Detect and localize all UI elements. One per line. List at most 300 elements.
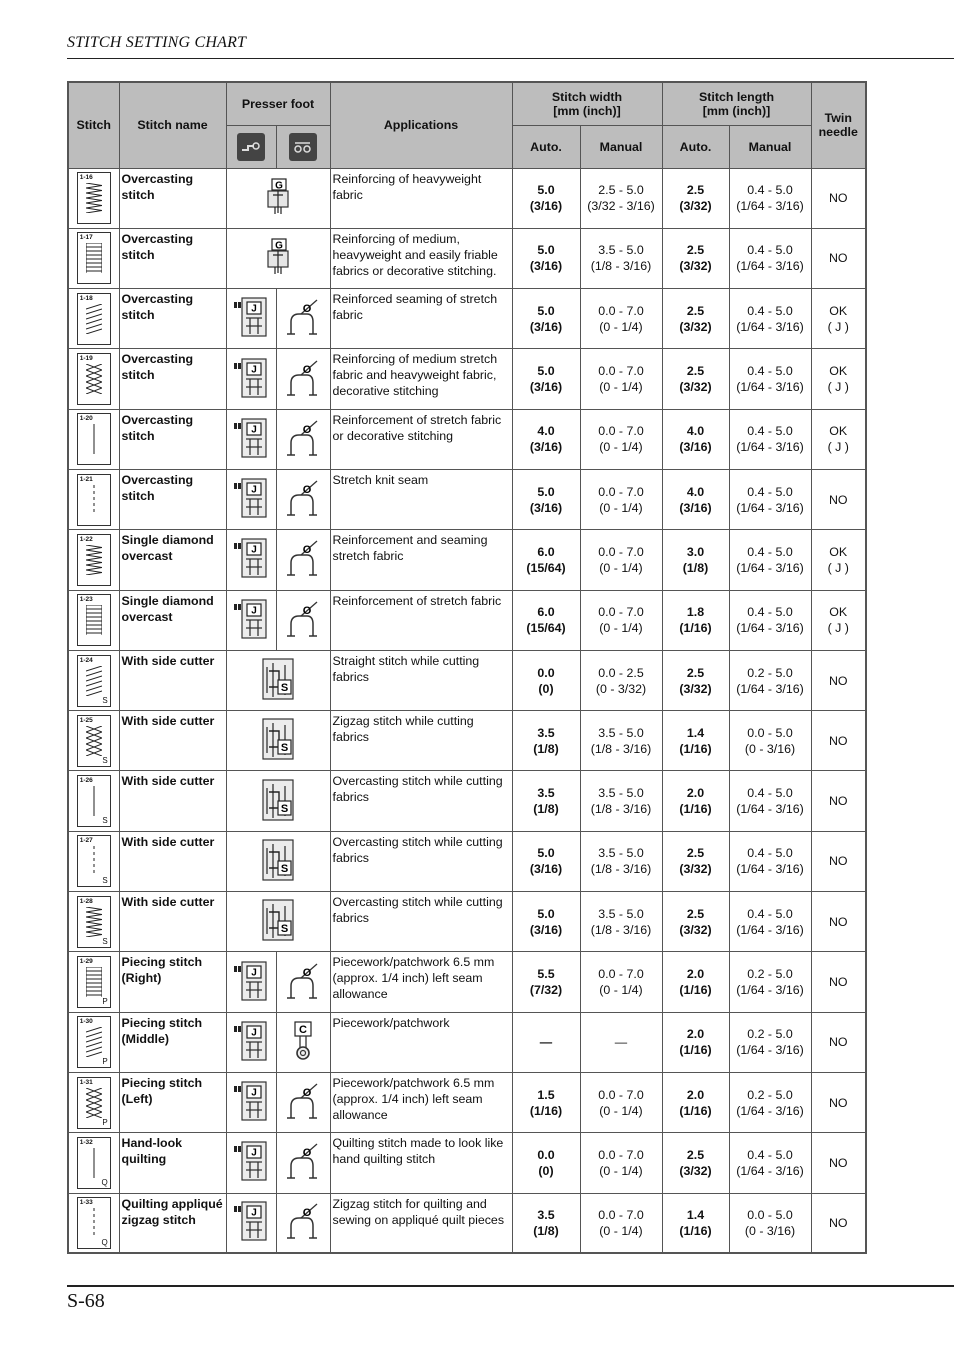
twin-needle: NO: [811, 1012, 866, 1072]
presser-foot-j-icon: [232, 1140, 270, 1182]
stitch-thumbnail: 1-19: [77, 353, 111, 405]
presser-foot-j-icon: [232, 296, 270, 338]
table-row: [68, 469, 866, 529]
stitch-cell: [68, 892, 119, 952]
svg-text:C: C: [299, 1023, 307, 1036]
stitch-pattern-icon: [86, 424, 102, 454]
length-auto: 2.0 (1/16): [662, 771, 729, 831]
width-auto: 4.0 (3/16): [512, 409, 580, 469]
presser-foot-j-icon: [232, 1020, 270, 1062]
presser-foot-cell: [226, 1012, 276, 1072]
presser-foot-cell: [276, 1193, 330, 1253]
length-manual: 0.0 - 5.0 (0 - 3/16): [729, 711, 811, 771]
width-manual: 0.0 - 7.0 (0 - 1/4): [580, 1072, 662, 1132]
width-auto: —: [512, 1012, 580, 1072]
foot-icon-header-1: [226, 125, 276, 168]
stitch-thumbnail: 1-25 S: [77, 715, 111, 767]
twin-needle: NO: [811, 1193, 866, 1253]
table-row: [68, 831, 866, 891]
presser-foot-g-icon: [263, 237, 293, 277]
width-manual: 3.5 - 5.0 (1/8 - 3/16): [580, 892, 662, 952]
application-text: Overcasting stitch while cutting fabrics: [330, 771, 512, 831]
length-auto: 4.0 (3/16): [662, 409, 729, 469]
width-manual: 0.0 - 7.0 (0 - 1/4): [580, 1133, 662, 1193]
stitch-name: Piecing stitch (Left): [119, 1072, 226, 1132]
application-text: Piecework/patchwork: [330, 1012, 512, 1072]
presser-foot-o-icon: [283, 598, 323, 640]
length-auto: 2.0 (1/16): [662, 1012, 729, 1072]
stitch-name: With side cutter: [119, 650, 226, 710]
svg-text:J: J: [251, 364, 257, 376]
table-row: [68, 289, 866, 349]
length-manual: 0.4 - 5.0 (1/64 - 3/16): [729, 168, 811, 228]
header-rule: [67, 58, 954, 59]
svg-text:S: S: [280, 742, 289, 755]
svg-text:O: O: [302, 966, 312, 979]
presser-foot-cell: [226, 590, 276, 650]
application-text: Reinforcement of stretch fabric: [330, 590, 512, 650]
twin-needle: NO: [811, 469, 866, 529]
stitch-name: With side cutter: [119, 892, 226, 952]
col-header-length-auto: Auto.: [662, 125, 729, 168]
length-auto: 3.0 (1/8): [662, 530, 729, 590]
svg-text:O: O: [302, 484, 312, 497]
twin-needle: OK ( J ): [811, 590, 866, 650]
stitch-name: Piecing stitch (Right): [119, 952, 226, 1012]
width-manual: 3.5 - 5.0 (1/8 - 3/16): [580, 771, 662, 831]
presser-foot-j-icon: [232, 960, 270, 1002]
stitch-name: Quilting appliqué zigzag stitch: [119, 1193, 226, 1253]
length-auto: 2.5 (3/32): [662, 650, 729, 710]
stitch-thumbnail: 1-33 Q: [77, 1197, 111, 1249]
presser-foot-cell: [226, 289, 276, 349]
presser-foot-j-icon: [232, 477, 270, 519]
width-manual: 2.5 - 5.0 (3/32 - 3/16): [580, 168, 662, 228]
presser-foot-cell: [226, 771, 330, 831]
svg-text:J: J: [251, 967, 257, 978]
foot-unit-icon: [237, 133, 265, 161]
stitch-name: With side cutter: [119, 771, 226, 831]
presser-foot-o-icon: [283, 417, 323, 459]
width-manual: 0.0 - 2.5 (0 - 3/32): [580, 650, 662, 710]
application-text: Reinforcement and seaming stretch fabric: [330, 530, 512, 590]
svg-text:J: J: [251, 484, 257, 496]
stitch-thumbnail: 1-21: [77, 474, 111, 526]
stitch-thumbnail: 1-31 P: [77, 1077, 111, 1129]
twin-needle: NO: [811, 831, 866, 891]
col-header-width-auto: Auto.: [512, 125, 580, 168]
presser-foot-s-icon: [257, 898, 299, 942]
twin-needle: OK ( J ): [811, 530, 866, 590]
page-number: S-68: [67, 1290, 105, 1312]
stitch-thumbnail: 1-18: [77, 293, 111, 345]
width-auto: 0.0 (0): [512, 650, 580, 710]
length-auto: 2.5 (3/32): [662, 289, 729, 349]
presser-foot-cell: [276, 469, 330, 529]
svg-text:G: G: [275, 180, 283, 192]
svg-text:S: S: [280, 802, 289, 815]
table-row: [68, 1133, 866, 1193]
application-text: Quilting stitch made to look like hand quilting stitch: [330, 1133, 512, 1193]
length-manual: 0.4 - 5.0 (1/64 - 3/16): [729, 831, 811, 891]
presser-foot-cell: [276, 1012, 330, 1072]
svg-text:O: O: [302, 1147, 312, 1160]
length-auto: 2.0 (1/16): [662, 952, 729, 1012]
presser-foot-cell: [226, 1193, 276, 1253]
twin-needle: NO: [811, 650, 866, 710]
width-manual: 0.0 - 7.0 (0 - 1/4): [580, 469, 662, 529]
stitch-pattern-icon: [86, 364, 102, 394]
application-text: Reinforced seaming of stretch fabric: [330, 289, 512, 349]
stitch-thumbnail: 1-29 P: [77, 956, 111, 1008]
presser-foot-o-icon: [283, 1200, 323, 1242]
col-header-presser-foot: Presser foot: [226, 82, 330, 125]
stitch-pattern-icon: [86, 1208, 102, 1238]
width-manual: —: [580, 1012, 662, 1072]
presser-foot-c-icon: [289, 1020, 317, 1062]
presser-foot-o-icon: [283, 296, 323, 338]
col-header-stitch-length: Stitch length [mm (inch)]: [662, 82, 811, 125]
presser-foot-j-icon: [232, 1080, 270, 1122]
twin-needle: NO: [811, 952, 866, 1012]
stitch-cell: [68, 228, 119, 288]
width-auto: 0.0 (0): [512, 1133, 580, 1193]
presser-foot-cell: [226, 831, 330, 891]
table-row: [68, 711, 866, 771]
stitch-thumbnail: 1-20: [77, 413, 111, 465]
length-auto: 2.0 (1/16): [662, 1072, 729, 1132]
table-row: [68, 228, 866, 288]
presser-foot-s-icon: [257, 657, 299, 701]
width-manual: 0.0 - 7.0 (0 - 1/4): [580, 289, 662, 349]
length-auto: 2.5 (3/32): [662, 831, 729, 891]
twin-needle: NO: [811, 711, 866, 771]
stitch-cell: [68, 650, 119, 710]
length-auto: 2.5 (3/32): [662, 1133, 729, 1193]
svg-text:S: S: [280, 923, 289, 936]
width-auto: 5.0 (3/16): [512, 892, 580, 952]
col-header-stitch-name: Stitch name: [119, 82, 226, 168]
stitch-name: Overcasting stitch: [119, 168, 226, 228]
stitch-pattern-icon: [86, 304, 102, 334]
presser-foot-o-icon: [283, 537, 323, 579]
col-header-length-manual: Manual: [729, 125, 811, 168]
col-header-twin-needle: Twin needle: [811, 82, 866, 168]
stitch-name: Overcasting stitch: [119, 409, 226, 469]
stitch-pattern-icon: [86, 243, 102, 273]
length-manual: 0.4 - 5.0 (1/64 - 3/16): [729, 228, 811, 288]
stitch-setting-table: [67, 81, 867, 1254]
foot-dual-icon: [289, 133, 317, 161]
svg-text:O: O: [302, 1207, 312, 1220]
col-header-stitch: Stitch: [68, 82, 119, 168]
stitch-cell: [68, 1012, 119, 1072]
application-text: Zigzag stitch for quilting and sewing on appliqué quilt pieces: [330, 1193, 512, 1253]
presser-foot-cell: [226, 1133, 276, 1193]
table-row: [68, 1193, 866, 1253]
presser-foot-o-icon: [283, 357, 323, 399]
width-auto: 3.5 (1/8): [512, 711, 580, 771]
stitch-thumbnail: 1-22: [77, 534, 111, 586]
width-manual: 3.5 - 5.0 (1/8 - 3/16): [580, 831, 662, 891]
svg-text:S: S: [280, 862, 289, 875]
application-text: Piecework/patchwork 6.5 mm (approx. 1/4 inch) left seam allowance: [330, 952, 512, 1012]
stitch-name: Piecing stitch (Middle): [119, 1012, 226, 1072]
stitch-thumbnail: 1-24 S: [77, 655, 111, 707]
presser-foot-o-icon: [283, 1140, 323, 1182]
presser-foot-cell: [226, 1072, 276, 1132]
stitch-pattern-icon: [86, 1088, 102, 1118]
table-row: [68, 952, 866, 1012]
twin-needle: OK ( J ): [811, 409, 866, 469]
stitch-name: Overcasting stitch: [119, 469, 226, 529]
stitch-cell: [68, 711, 119, 771]
stitch-thumbnail: 1-26 S: [77, 775, 111, 827]
stitch-thumbnail: 1-32 Q: [77, 1137, 111, 1189]
width-manual: 0.0 - 7.0 (0 - 1/4): [580, 590, 662, 650]
stitch-thumbnail: 1-23: [77, 594, 111, 646]
svg-text:S: S: [280, 682, 289, 695]
svg-text:O: O: [302, 544, 312, 557]
stitch-thumbnail: 1-16: [77, 172, 111, 224]
table-row: [68, 168, 866, 228]
width-auto: 1.5 (1/16): [512, 1072, 580, 1132]
stitch-cell: [68, 1133, 119, 1193]
presser-foot-o-icon: [283, 477, 323, 519]
width-auto: 5.0 (3/16): [512, 289, 580, 349]
presser-foot-j-icon: [232, 357, 270, 399]
stitch-pattern-icon: [86, 846, 102, 876]
twin-needle: NO: [811, 1133, 866, 1193]
length-manual: 0.2 - 5.0 (1/64 - 3/16): [729, 1012, 811, 1072]
twin-needle: NO: [811, 771, 866, 831]
length-manual: 0.4 - 5.0 (1/64 - 3/16): [729, 530, 811, 590]
twin-needle: OK ( J ): [811, 349, 866, 409]
svg-text:J: J: [251, 1147, 257, 1159]
stitch-pattern-icon: [86, 666, 102, 696]
length-manual: 0.4 - 5.0 (1/64 - 3/16): [729, 409, 811, 469]
stitch-cell: [68, 409, 119, 469]
stitch-pattern-icon: [86, 183, 102, 213]
presser-foot-cell: [226, 711, 330, 771]
footer-rule: [67, 1285, 954, 1287]
width-auto: 5.0 (3/16): [512, 831, 580, 891]
stitch-pattern-icon: [86, 605, 102, 635]
presser-foot-cell: [276, 530, 330, 590]
stitch-cell: [68, 831, 119, 891]
presser-foot-cell: [276, 1133, 330, 1193]
stitch-pattern-icon: [86, 786, 102, 816]
width-manual: 3.5 - 5.0 (1/8 - 3/16): [580, 711, 662, 771]
application-text: Reinforcing of medium, heavyweight and easily friable fabrics or decorative stitching.: [330, 228, 512, 288]
col-header-applications: Applications: [330, 82, 512, 168]
svg-text:J: J: [251, 544, 257, 556]
presser-foot-j-icon: [232, 1200, 270, 1242]
twin-needle: NO: [811, 168, 866, 228]
width-auto: 5.0 (3/16): [512, 469, 580, 529]
stitch-thumbnail: 1-30 P: [77, 1016, 111, 1068]
stitch-thumbnail: 1-28 S: [77, 896, 111, 948]
svg-text:J: J: [251, 1087, 257, 1099]
length-auto: 1.8 (1/16): [662, 590, 729, 650]
width-auto: 6.0 (15/64): [512, 530, 580, 590]
length-manual: 0.2 - 5.0 (1/64 - 3/16): [729, 1072, 811, 1132]
section-title: STITCH SETTING CHART: [67, 34, 247, 51]
table-row: [68, 892, 866, 952]
presser-foot-cell: [276, 409, 330, 469]
presser-foot-cell: [226, 892, 330, 952]
stitch-name: With side cutter: [119, 711, 226, 771]
col-header-width-manual: Manual: [580, 125, 662, 168]
length-manual: 0.2 - 5.0 (1/64 - 3/16): [729, 952, 811, 1012]
length-auto: 2.5 (3/32): [662, 168, 729, 228]
stitch-name: Overcasting stitch: [119, 228, 226, 288]
stitch-cell: [68, 289, 119, 349]
width-auto: 5.0 (3/16): [512, 349, 580, 409]
stitch-pattern-icon: [86, 726, 102, 756]
stitch-name: Overcasting stitch: [119, 289, 226, 349]
length-manual: 0.4 - 5.0 (1/64 - 3/16): [729, 892, 811, 952]
length-manual: 0.0 - 5.0 (0 - 3/16): [729, 1193, 811, 1253]
width-auto: 5.0 (3/16): [512, 228, 580, 288]
application-text: Stretch knit seam: [330, 469, 512, 529]
stitch-name: Hand-look quilting: [119, 1133, 226, 1193]
stitch-pattern-icon: [86, 1027, 102, 1057]
length-auto: 1.4 (1/16): [662, 1193, 729, 1253]
svg-text:J: J: [251, 1207, 257, 1219]
svg-text:O: O: [302, 303, 312, 316]
svg-text:J: J: [251, 303, 257, 315]
table-row: [68, 409, 866, 469]
stitch-cell: [68, 469, 119, 529]
stitch-pattern-icon: [86, 1148, 102, 1178]
presser-foot-cell: [276, 952, 330, 1012]
presser-foot-s-icon: [257, 838, 299, 882]
svg-text:O: O: [302, 604, 312, 617]
length-manual: 0.4 - 5.0 (1/64 - 3/16): [729, 590, 811, 650]
length-manual: 0.4 - 5.0 (1/64 - 3/16): [729, 771, 811, 831]
presser-foot-cell: [276, 289, 330, 349]
svg-text:J: J: [251, 1027, 257, 1039]
presser-foot-cell: [226, 409, 276, 469]
application-text: Zigzag stitch while cutting fabrics: [330, 711, 512, 771]
width-manual: 0.0 - 7.0 (0 - 1/4): [580, 1193, 662, 1253]
stitch-pattern-icon: [86, 545, 102, 575]
table-row: [68, 530, 866, 590]
svg-text:O: O: [302, 363, 312, 376]
svg-text:O: O: [302, 1087, 312, 1100]
length-auto: 4.0 (3/16): [662, 469, 729, 529]
presser-foot-j-icon: [232, 417, 270, 459]
table-row: [68, 771, 866, 831]
stitch-thumbnail: 1-17: [77, 232, 111, 284]
stitch-cell: [68, 590, 119, 650]
table-row: [68, 349, 866, 409]
table-row: [68, 1012, 866, 1072]
twin-needle: OK ( J ): [811, 289, 866, 349]
twin-needle: NO: [811, 228, 866, 288]
width-auto: 6.0 (15/64): [512, 590, 580, 650]
width-manual: 0.0 - 7.0 (0 - 1/4): [580, 530, 662, 590]
length-auto: 2.5 (3/32): [662, 349, 729, 409]
table-row: [68, 590, 866, 650]
stitch-cell: [68, 530, 119, 590]
application-text: Overcasting stitch while cutting fabrics: [330, 892, 512, 952]
presser-foot-o-icon: [283, 960, 323, 1002]
stitch-name: Single diamond overcast: [119, 590, 226, 650]
presser-foot-s-icon: [257, 717, 299, 761]
width-auto: 5.0 (3/16): [512, 168, 580, 228]
length-auto: 2.5 (3/32): [662, 228, 729, 288]
length-manual: 0.4 - 5.0 (1/64 - 3/16): [729, 469, 811, 529]
presser-foot-cell: [226, 650, 330, 710]
stitch-cell: [68, 349, 119, 409]
presser-foot-cell: [226, 952, 276, 1012]
stitch-name: Single diamond overcast: [119, 530, 226, 590]
stitch-cell: [68, 1193, 119, 1253]
table-row: [68, 650, 866, 710]
width-manual: 0.0 - 7.0 (0 - 1/4): [580, 409, 662, 469]
application-text: Reinforcing of heavyweight fabric: [330, 168, 512, 228]
width-auto: 3.5 (1/8): [512, 771, 580, 831]
presser-foot-cell: [226, 349, 276, 409]
application-text: Straight stitch while cutting fabrics: [330, 650, 512, 710]
width-auto: 5.5 (7/32): [512, 952, 580, 1012]
stitch-name: Overcasting stitch: [119, 349, 226, 409]
svg-text:O: O: [302, 423, 312, 436]
presser-foot-j-icon: [232, 537, 270, 579]
stitch-cell: [68, 1072, 119, 1132]
presser-foot-cell: [276, 1072, 330, 1132]
svg-text:G: G: [275, 240, 283, 252]
presser-foot-j-icon: [232, 598, 270, 640]
foot-icon-header-2: [276, 125, 330, 168]
stitch-cell: [68, 168, 119, 228]
twin-needle: NO: [811, 892, 866, 952]
length-auto: 1.4 (1/16): [662, 711, 729, 771]
presser-foot-cell: [276, 349, 330, 409]
presser-foot-cell: [226, 228, 330, 288]
width-auto: 3.5 (1/8): [512, 1193, 580, 1253]
twin-needle: NO: [811, 1072, 866, 1132]
width-manual: 0.0 - 7.0 (0 - 1/4): [580, 952, 662, 1012]
presser-foot-o-icon: [283, 1080, 323, 1122]
length-auto: 2.5 (3/32): [662, 892, 729, 952]
col-header-stitch-width: Stitch width [mm (inch)]: [512, 82, 662, 125]
presser-foot-cell: [226, 530, 276, 590]
width-manual: 0.0 - 7.0 (0 - 1/4): [580, 349, 662, 409]
presser-foot-cell: [226, 168, 330, 228]
length-manual: 0.4 - 5.0 (1/64 - 3/16): [729, 289, 811, 349]
application-text: Piecework/patchwork 6.5 mm (approx. 1/4 inch) left seam allowance: [330, 1072, 512, 1132]
stitch-cell: [68, 771, 119, 831]
stitch-name: With side cutter: [119, 831, 226, 891]
application-text: Reinforcing of medium stretch fabric and heavyweight fabric, decorative stitching: [330, 349, 512, 409]
svg-text:J: J: [251, 605, 257, 617]
stitch-pattern-icon: [86, 967, 102, 997]
stitch-cell: [68, 952, 119, 1012]
presser-foot-s-icon: [257, 778, 299, 822]
length-manual: 0.2 - 5.0 (1/64 - 3/16): [729, 650, 811, 710]
application-text: Reinforcement of stretch fabric or decorative stitching: [330, 409, 512, 469]
presser-foot-cell: [276, 590, 330, 650]
width-manual: 3.5 - 5.0 (1/8 - 3/16): [580, 228, 662, 288]
stitch-pattern-icon: [86, 907, 102, 937]
application-text: Overcasting stitch while cutting fabrics: [330, 831, 512, 891]
stitch-pattern-icon: [86, 485, 102, 515]
presser-foot-g-icon: [263, 177, 293, 217]
table-row: [68, 1072, 866, 1132]
